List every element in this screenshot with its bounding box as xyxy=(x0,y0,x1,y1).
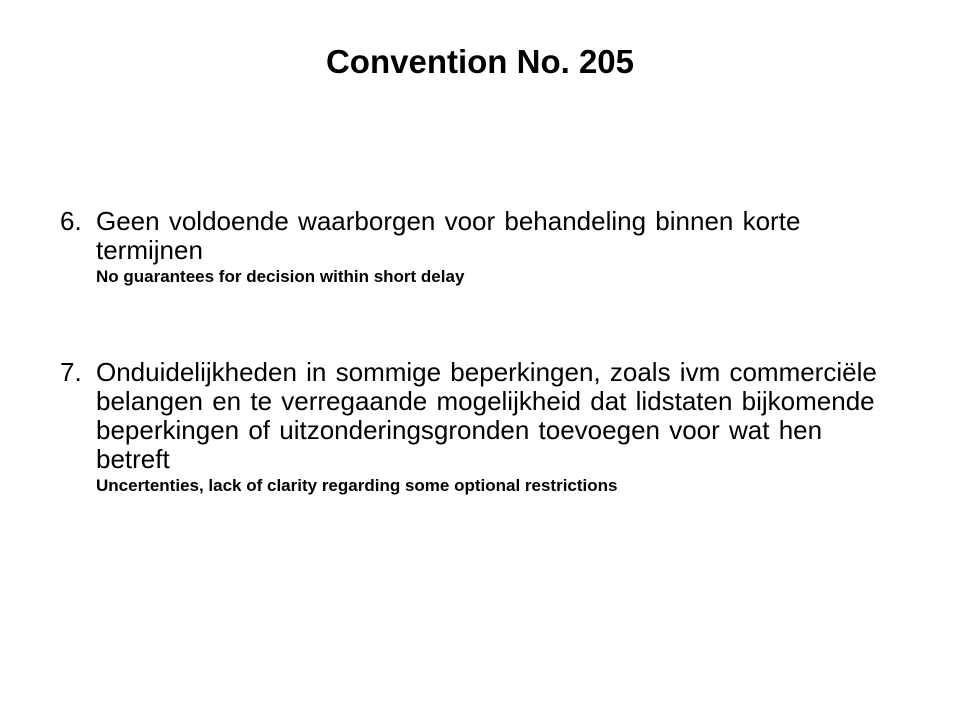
list-item-number: 6. xyxy=(60,206,82,236)
dutch-text: Geen voldoende waarborgen voor behandeling binnen korte termijnen xyxy=(96,206,801,265)
dutch-text: Onduidelijkheden in sommige beperkingen, zoals ivm commerciële belangen en te verregaande mogelijkheid dat lidstaten bijkomende beperkingen of uitzonderingsgronden toevoegen voor wat hen betreft xyxy=(96,357,877,474)
list-item-number: 7. xyxy=(60,357,82,387)
list-item-body xyxy=(96,207,886,288)
english-translation: No guarantees for decision within short delay xyxy=(96,267,465,286)
english-translation: Uncertenties, lack of clarity regarding some optional restrictions xyxy=(96,476,618,495)
list-item-body xyxy=(96,358,886,497)
slide-title: Convention No. 205 xyxy=(325,43,635,80)
